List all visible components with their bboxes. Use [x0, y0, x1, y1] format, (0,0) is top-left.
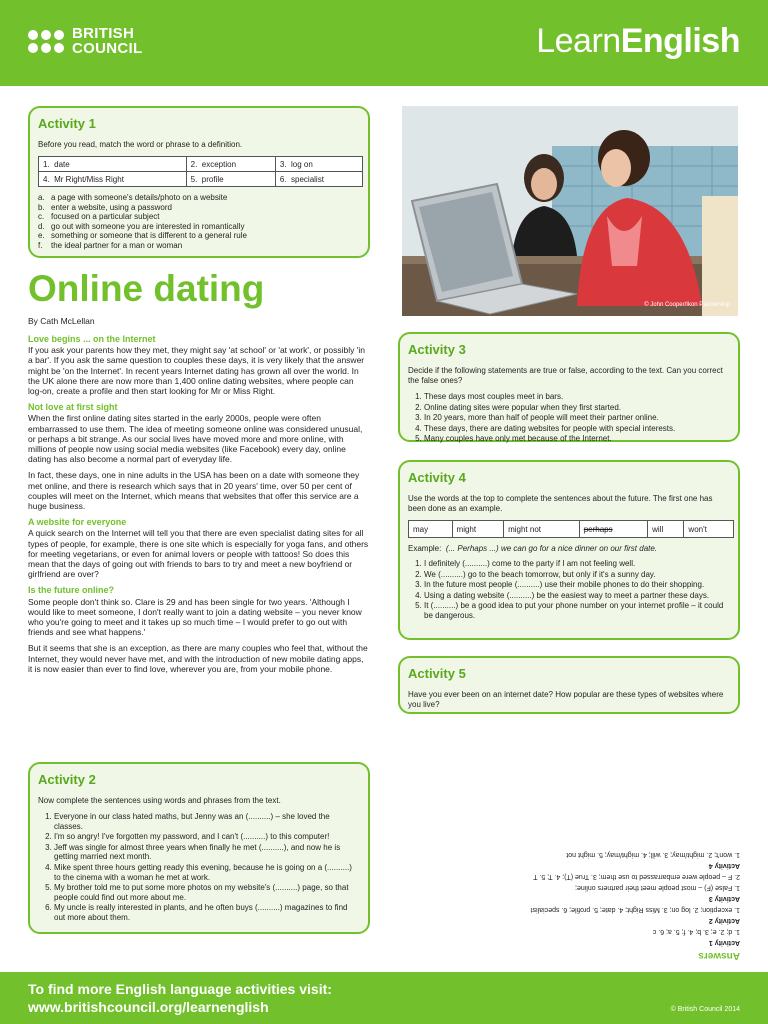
activity-4-list [408, 559, 730, 621]
list-item: 2. Online dating sites were popular when they first started. [424, 403, 730, 413]
list-item: 1. Everyone in our class hated maths, but Jenny was an (..........) – she loved the classes. [54, 812, 360, 831]
activity-3-box [398, 332, 740, 442]
activity-4-example [408, 544, 730, 553]
word-cell: might not [504, 521, 580, 538]
article-paragraph: If you ask your parents how they met, they might say 'at school' or 'at work', or possibly 'in a bar'. If you ask the same question to couples these days, it is very likely that the answer might be 'on the Internet'. In recent years Internet dating has grown all over the world. In the UK alone there are now more than 1,400 online dating websites, where people can log-on, create a profile and then start looking for Mr or Miss Right. [28, 345, 365, 397]
list-item: 1. These days most couples meet in bars. [424, 392, 730, 402]
logo-english: English [620, 22, 740, 60]
list-item: 5. Many couples have only met because of the Internet. [424, 434, 730, 444]
article-paragraph: Some people don't think so. Clare is 29 and has been single for two years. 'Although I would like to meet someone, I don't really want to join a dating website – you never know who you're going to meet and it takes up so much time – I would prefer to go out with friends and see what happens.' [28, 596, 362, 638]
answers-activity-3b: 2. F – people were embarrassed to use them; 3. True (T); 4. T; 5. T [533, 873, 740, 880]
header-bar [0, 0, 768, 86]
photo-credit: © John Cooper/Ikon Partnership [644, 302, 730, 308]
answers-activity-3a: 1. False (F) – most people meet their partners online; [575, 884, 740, 891]
footer-bar [0, 972, 768, 1024]
example-text: (... Perhaps ...) we can go for a nice dinner on our first date. [445, 544, 658, 553]
list-item: 3. In 20 years, more than half of people will meet their partner online. [424, 413, 730, 423]
answers-title: Answers [698, 950, 740, 961]
activity-1-title: Activity 1 [38, 116, 96, 131]
logo-line-2: COUNCIL [72, 40, 143, 57]
activity-5-text: Have you ever been on an internet date? How popular are these types of websites where you live? [408, 690, 724, 709]
word-cell: 6. specialist [275, 172, 362, 187]
list-item: 4. Mike spent three hours getting ready this evening, because he is going on a (..........) to the cinema with a woman he met at work. [54, 863, 360, 882]
word-cell: 2. exception [186, 157, 275, 172]
list-item: 2. I'm so angry! I've forgotten my password, and I can't (..........) to this computer! [54, 832, 360, 842]
answers-activity-2-label: Activity 2 [708, 917, 740, 924]
activity-2-box [28, 762, 370, 934]
list-item: 2. We (..........) go to the beach tomorrow, but only if it's a sunny day. [424, 570, 730, 580]
activity-4-word-table [408, 520, 734, 538]
logo-dots-icon [28, 30, 64, 53]
photo-illustration [402, 106, 738, 316]
word-cell: will [648, 521, 684, 538]
list-item: 3. In the future most people (..........) use their mobile phones to do their shopping. [424, 580, 730, 590]
list-item: 3. Jeff was single for almost three years when finally he met (..........), and now he is getting married next month. [54, 843, 360, 862]
article-title: Online dating [28, 268, 265, 309]
list-item: 4. Using a dating website (..........) be the easiest way to meet a partner these days. [424, 591, 730, 601]
activity-5-title: Activity 5 [408, 666, 466, 681]
article-subheading: A website for everyone [28, 517, 127, 528]
article-paragraph: When the first online dating sites started in the early 2000s, people were often embarrassed to use them. The idea of meeting someone online was considered unusual, or perhaps a bit strange. As our social lives have moved more and more online, with millions of people now using social media websites (like Facebook) every day, online dating has also become a normal part of everyday life. [28, 413, 363, 465]
definition-item: e. something or someone that is different to a general rule [38, 231, 247, 240]
activity-4-box [398, 460, 740, 640]
british-council-logo [28, 26, 142, 56]
activity-3-title: Activity 3 [408, 342, 466, 357]
list-item: 4. These days, there are dating websites for people with special interests. [424, 424, 730, 434]
answers-upside-down [402, 832, 740, 960]
article-subheading: Is the future online? [28, 585, 115, 596]
answers-activity-4-label: Activity 4 [708, 862, 740, 869]
activity-2-instruction: Now complete the sentences using words and phrases from the text. [38, 796, 281, 805]
definition-item: a. a page with someone's details/photo on a website [38, 193, 228, 202]
activity-5-box [398, 656, 740, 714]
word-cell-crossed-out: perhaps [579, 521, 647, 538]
article-body [28, 332, 370, 680]
activity-2-title: Activity 2 [38, 772, 96, 787]
footer-link[interactable]: www.britishcouncil.org/learnenglish [28, 999, 269, 1015]
copyright: © British Council 2014 [670, 1006, 740, 1013]
activity-3-instruction: Decide if the following statements are true or false, according to the text. Can you correct the false ones? [408, 366, 723, 385]
word-cell: 1. date [39, 157, 187, 172]
activity-1-definitions [38, 193, 360, 250]
list-item: 1. I definitely (..........) come to the party if I am not feeling well. [424, 559, 730, 569]
word-cell: won't [684, 521, 734, 538]
article-photo [402, 106, 738, 316]
learnenglish-logo [536, 22, 740, 61]
list-item: 5. My brother told me to put some more photos on my website's (..........) page, so that people could find out more about me. [54, 883, 360, 902]
article-subheading: Love begins ... on the Internet [28, 334, 156, 344]
answers-activity-1: 1. d; 2. e; 3. b; 4. f; 5. a; 6. c [652, 928, 740, 935]
activity-2-list [38, 812, 360, 923]
list-item: 6. My uncle is really interested in plants, and he often buys (..........) magazines to find out more about them. [54, 903, 360, 922]
activity-1-word-table [38, 156, 363, 187]
word-cell: 4. Mr Right/Miss Right [39, 172, 187, 187]
example-label: Example: [408, 544, 442, 553]
activity-4-title: Activity 4 [408, 470, 466, 485]
definition-item: d. go out with someone you are interested in romantically [38, 221, 245, 231]
activity-1-instruction: Before you read, match the word or phrase to a definition. [38, 140, 243, 149]
activity-4-instruction: Use the words at the top to complete the sentences about the future. The first one has been done as an example. [408, 494, 713, 513]
activity-3-list [408, 392, 730, 444]
answers-activity-3-label: Activity 3 [708, 895, 740, 902]
article-paragraph: But it seems that she is an exception, as there are many couples who feel that, without the Internet, they would never have met, and with the introduction of new mobile dating apps, it is now easier than ever to find love, wherever you are, from your mobile phone. [28, 643, 368, 674]
word-cell: 5. profile [186, 172, 275, 187]
answers-activity-4: 1. won't; 2. might/may; 3. will; 4. might/may; 5. might not [566, 851, 740, 858]
answers-activity-2: 1. exception; 2. log on; 3. Miss Right; 4. date; 5. profile; 6. specialist [530, 906, 740, 913]
definition-item: b. enter a website, using a password [38, 202, 172, 212]
footer-text: To find more English language activities visit: [28, 981, 332, 997]
article-byline: By Cath McLellan [28, 316, 95, 326]
article-paragraph: A quick search on the Internet will tell you that there are even specialist dating sites for all types of people, for example, there is one site which is especially for yoga fans, and others for meeting vegetarians, or even for animal lovers or people with tattoos! So does this mean that the days of going out with friends to bars to try and meet a new boyfriend or girlfriend are over? [28, 528, 369, 580]
logo-learn: Learn [536, 22, 621, 60]
definition-item: c. focused on a particular subject [38, 212, 160, 221]
logo-line-1: BRITISH [72, 25, 135, 42]
article-paragraph: In fact, these days, one in nine adults in the USA has been on a date with someone they met online, and there is research which says that in 20 years' time, over 50 per cent of couples will meet on the Internet, which means that websites that offer this service are a huge business. [28, 470, 360, 512]
article-subheading: Not love at first sight [28, 402, 118, 413]
word-cell: might [452, 521, 504, 538]
word-cell: may [409, 521, 453, 538]
definition-item: f. the ideal partner for a man or woman [38, 240, 183, 250]
word-cell: 3. log on [275, 157, 362, 172]
activity-1-box [28, 106, 370, 258]
answers-activity-1-label: Activity 1 [708, 939, 740, 946]
list-item: 5. It (..........) be a good idea to put your phone number on your internet profile – it could be dangerous. [424, 601, 730, 620]
